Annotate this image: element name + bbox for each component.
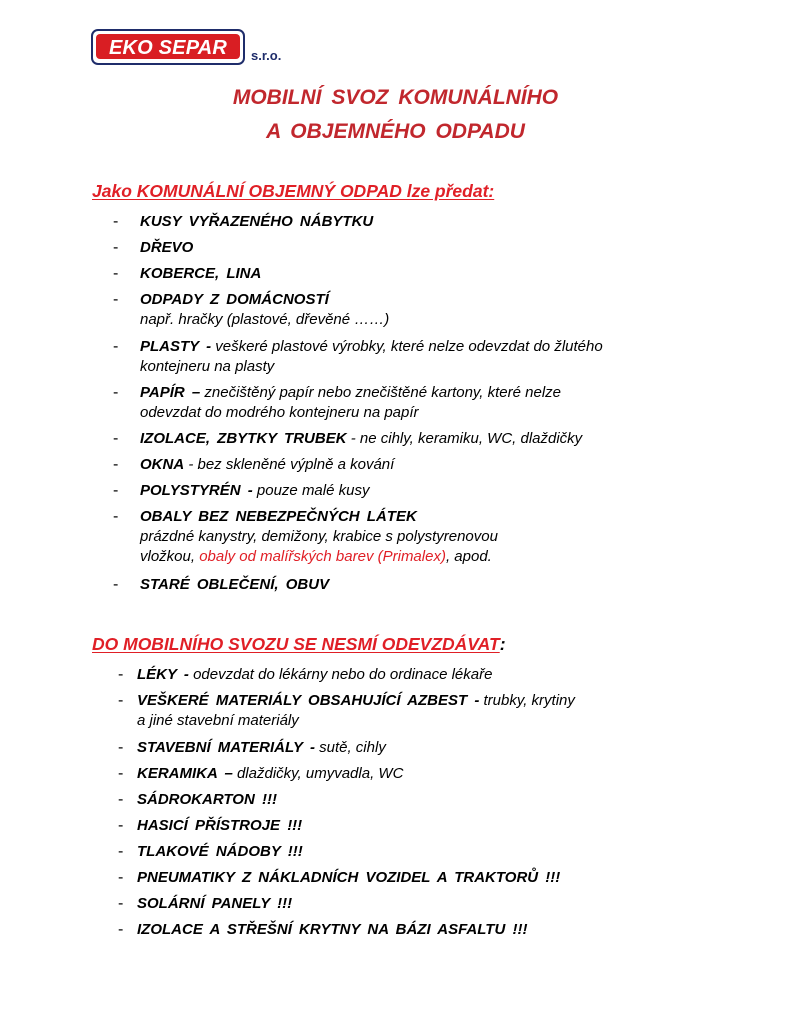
highlighted-text: obaly od malířských barev (Primalex) <box>199 548 446 565</box>
allowed-section-heading: Jako KOMUNÁLNÍ OBJEMNÝ ODPAD lze předat: <box>92 181 495 201</box>
list-item: - OKNA - bez skleněné výplně a kování <box>113 456 395 473</box>
list-item: - PLASTY - veškeré plastové výrobky, které nelze odevzdat do žlutého kontejneru na plasty <box>113 338 603 375</box>
list-item: - HASICÍ PŘÍSTROJE !!! <box>118 817 303 834</box>
list-item: - IZOLACE A STŘEŠNÍ KRYTNY NA BÁZI ASFALTU !!! <box>118 921 528 938</box>
list-item: - OBALY BEZ NEBEZPEČNÝCH LÁTEK prázdné kanystry, demižony, krabice s polystyrenovou vložkou, obaly od malířských barev (Primalex), apod. <box>113 508 498 565</box>
list-item: - PAPÍR – znečištěný papír nebo znečištěné kartony, které nelze odevzdat do modrého kontejneru na papír <box>113 384 562 421</box>
forbidden-section-heading: DO MOBILNÍHO SVOZU SE NESMÍ ODEVZDÁVAT: <box>92 634 506 654</box>
list-item: - KOBERCE, LINA <box>113 265 262 282</box>
list-item: - ODPADY Z DOMÁCNOSTÍ např. hračky (plastové, dřevěné ……) <box>113 291 390 328</box>
logo-background <box>96 34 240 59</box>
list-item: - STAVEBNÍ MATERIÁLY - sutě, cihly <box>118 739 386 756</box>
list-item: - DŘEVO <box>113 239 194 256</box>
list-item: - TLAKOVÉ NÁDOBY !!! <box>118 843 303 860</box>
list-item: - VEŠKERÉ MATERIÁLY OBSAHUJÍCÍ AZBEST - trubky, krytiny a jiné stavební materiály <box>118 692 575 729</box>
list-item: - SOLÁRNÍ PANELY !!! <box>118 895 293 912</box>
page-title-line-2: A OBJEMNÉHO ODPADU <box>266 120 525 143</box>
list-item: - KERAMIKA – dlaždičky, umyvadla, WC <box>118 765 404 782</box>
company-logo <box>91 29 245 65</box>
list-item: - POLYSTYRÉN - pouze malé kusy <box>113 482 370 499</box>
list-item: - STARÉ OBLEČENÍ, OBUV <box>113 576 330 593</box>
list-item: - IZOLACE, ZBYTKY TRUBEK - ne cihly, keramiku, WC, dlaždičky <box>113 430 583 447</box>
list-item: - PNEUMATIKY Z NÁKLADNÍCH VOZIDEL A TRAKTORŮ !!! <box>118 869 561 886</box>
list-item: - SÁDROKARTON !!! <box>118 791 277 808</box>
logo-suffix: s.r.o. <box>251 48 282 63</box>
list-item: - LÉKY - odevzdat do lékárny nebo do ordinace lékaře <box>118 666 493 683</box>
list-item: - KUSY VYŘAZENÉHO NÁBYTKU <box>113 213 374 230</box>
page-title-line-1: MOBILNÍ SVOZ KOMUNÁLNÍHO <box>232 86 559 109</box>
logo-text: EKO SEPAR <box>108 37 228 59</box>
